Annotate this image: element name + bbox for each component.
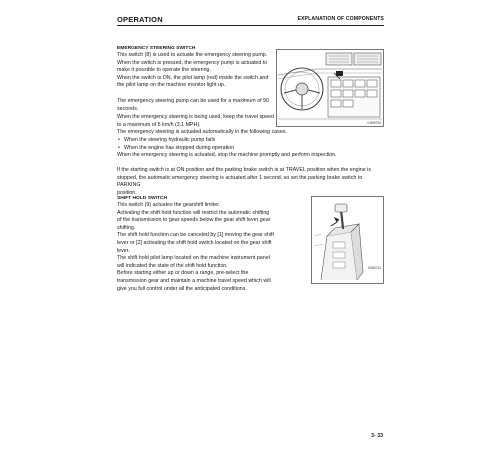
shift-lever-figure — [311, 196, 384, 284]
emergency-max-time — [117, 98, 282, 113]
shift-hold-line: shifting. — [117, 224, 136, 231]
shift-hold-line: This switch (9) actuates the gearshift limiter. — [117, 202, 221, 208]
shift-lever-illustration — [311, 196, 384, 284]
list-item: • When the engine has stopped during operation — [117, 145, 234, 153]
emergency-intro — [117, 52, 282, 90]
figure-code: 0JW0711 — [367, 266, 381, 270]
shift-hold-line: transmission gear and maintain a machine travel speed which will — [117, 277, 271, 284]
dashboard-illustration — [276, 49, 384, 127]
dashboard-figure — [276, 49, 384, 127]
parking-note — [117, 167, 384, 197]
emergency-speed — [117, 114, 282, 129]
parking-line: stopped, the automatic emergency steering is actuated after 1 second, so set the parking brake switch to PARKING — [117, 174, 363, 189]
shift-hold-line: Activating the shift hold function will restrict the automatic shifting — [117, 209, 270, 216]
emergency-speed-line: to a maximum of 5 km/h (3.1 MPH). — [117, 121, 201, 128]
figure-code: 0JW0720 — [367, 121, 381, 125]
emergency-heading: EMERGENCY STEERING SWITCH — [117, 46, 196, 51]
section-title: OPERATION — [117, 15, 163, 24]
shift-hold-line: will indicated the state of the shift hold function. — [117, 262, 228, 269]
emergency-auto-intro: The emergency steering is actuated automatically in the following cases. — [117, 129, 287, 135]
shift-hold-line: lever. — [117, 247, 130, 254]
shift-hold-body — [117, 202, 309, 293]
emergency-line: the pilot lamp on the machine monitor light up. — [117, 82, 226, 89]
emergency-cases-list — [117, 137, 234, 152]
chapter-title: EXPLANATION OF COMPONENTS — [297, 16, 384, 22]
emergency-line: When the switch is ON, the pilot lamp (red) inside the switch and — [117, 74, 269, 81]
emergency-line: This switch (8) is used to actuate the emergency steering pump. — [117, 52, 268, 58]
emergency-max-line: The emergency steering pump can be used for a maximum of 90 — [117, 98, 269, 104]
emergency-after: When the emergency steering is actuated, stop the machine promptly and perform inspection. — [117, 152, 337, 158]
list-item: • When the steering hydraulic pump fails — [117, 137, 234, 145]
emergency-max-line: seconds. — [117, 105, 139, 112]
emergency-speed-line: When the emergency steering is being used, keep the travel speed — [117, 114, 274, 120]
header-rule — [117, 25, 384, 26]
shift-hold-line: The shift hold function can be canceled by [1] moving the gear shift — [117, 232, 274, 239]
shift-hold-line: Before starting either up or down a range, pre-select the — [117, 270, 249, 277]
shift-hold-line: The shift hold pilot lamp located on the machine instrument panel — [117, 255, 270, 262]
shift-hold-line: lever or [2] activating the shift hold switch located on the gear shift — [117, 239, 272, 246]
emergency-line: When the switch is pressed, the emergency pump is actuated to — [117, 59, 268, 66]
emergency-line: make it possible to operate the steering. — [117, 67, 211, 74]
shift-hold-heading: SHIFT HOLD SWITCH — [117, 196, 167, 201]
shift-hold-line: give you full control under all the anticipated conditions. — [117, 285, 247, 292]
parking-line: If the starting switch is at ON position and the parking brake switch is at TRAVEL position when the engine is — [117, 167, 371, 173]
page-number: 3- 33 — [371, 433, 383, 439]
parking-line: position. — [117, 189, 137, 196]
shift-hold-line: of the transmission to gear speeds below the gear shift lever gear — [117, 217, 271, 224]
